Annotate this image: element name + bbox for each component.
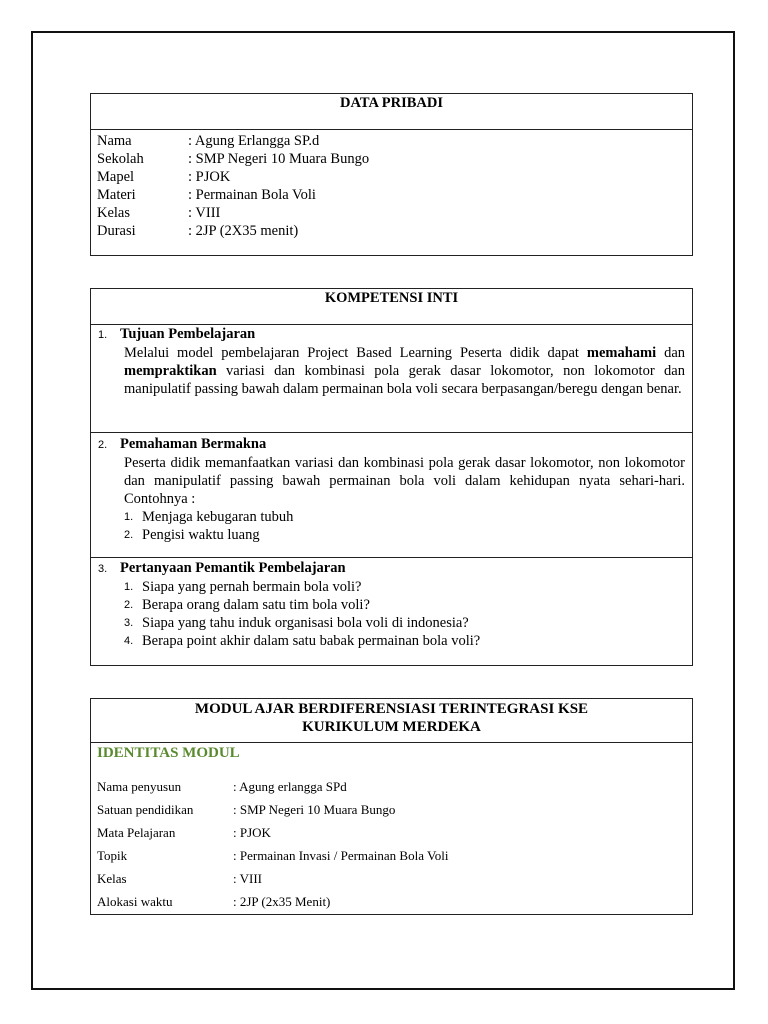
modul-title — [91, 699, 692, 743]
row-value: : PJOK — [233, 825, 271, 840]
body-text: dan — [656, 345, 686, 361]
section-body — [98, 344, 685, 398]
row-label: Mata Pelajaran — [97, 825, 176, 840]
row-label: Nama penyusun — [97, 779, 182, 794]
body-text: variasi dan kombinasi pola gerak dasar lokomotor, non lokomotor dan manipulatif passing bawah dalam permainan bola voli secara berpasangan/beregu dengan benar. — [124, 363, 685, 397]
row-value: : VIII — [188, 205, 221, 221]
body-bold: memahami — [586, 345, 657, 361]
list-item — [124, 578, 685, 596]
item-number: 2. — [124, 599, 134, 611]
data-pribadi-row — [97, 132, 686, 150]
row-label: Durasi — [97, 223, 136, 239]
row-label: Sekolah — [97, 151, 144, 167]
row-value: : Agung erlangga SPd — [233, 779, 347, 794]
identitas-modul-heading: IDENTITAS MODUL — [97, 745, 240, 761]
section-pemahaman — [91, 433, 692, 558]
identitas-list — [91, 763, 692, 913]
section-heading — [98, 325, 685, 344]
sub-list — [98, 578, 685, 650]
identitas-row — [97, 798, 686, 821]
row-value: : Permainan Invasi / Permainan Bola Voli — [233, 848, 449, 863]
section-number: 2. — [98, 439, 108, 451]
data-pribadi-row — [97, 186, 686, 204]
section-body: Peserta didik memanfaatkan variasi dan kombinasi pola gerak dasar lokomotor, non lokomotor dan manipulatif passing bawah permainan bola voli dalam kehidupan nyata sehari-hari. Contohnya : — [124, 455, 685, 507]
data-pribadi-row — [97, 222, 686, 240]
section-title: Pemahaman Bermakna — [120, 436, 267, 452]
row-label: Nama — [97, 133, 132, 149]
identitas-row — [97, 867, 686, 890]
section-number: 1. — [98, 329, 108, 341]
row-label: Satuan pendidikan — [97, 802, 194, 817]
identitas-row — [97, 890, 686, 913]
list-item — [124, 526, 685, 544]
identitas-row — [97, 844, 686, 867]
item-number: 1. — [124, 581, 134, 593]
item-text: Berapa point akhir dalam satu babak permainan bola voli? — [142, 633, 481, 649]
item-number: 3. — [124, 617, 134, 629]
row-label: Topik — [97, 848, 128, 863]
modul-ajar-box — [90, 698, 693, 915]
identitas-row — [97, 775, 686, 798]
section-number: 3. — [98, 563, 108, 575]
row-label: Mapel — [97, 169, 135, 185]
kompetensi-inti-box — [90, 288, 693, 666]
item-text: Pengisi waktu luang — [142, 527, 260, 543]
row-value: : Permainan Bola Voli — [188, 187, 316, 203]
item-number: 2. — [124, 529, 134, 541]
section-title: Pertanyaan Pemantik Pembelajaran — [120, 560, 346, 576]
list-item — [124, 508, 685, 526]
list-item — [124, 596, 685, 614]
kompetensi-inti-title: KOMPETENSI INTI — [91, 289, 692, 325]
item-text: Siapa yang tahu induk organisasi bola voli di indonesia? — [142, 615, 469, 631]
identitas-row — [97, 821, 686, 844]
row-label: Materi — [97, 187, 136, 203]
row-label: Kelas — [97, 205, 131, 221]
row-value: : Agung Erlangga SP.d — [188, 133, 320, 149]
section-title: Tujuan Pembelajaran — [120, 326, 256, 342]
item-number: 1. — [124, 511, 134, 523]
list-item — [124, 632, 685, 650]
row-value: : SMP Negeri 10 Muara Bungo — [233, 802, 396, 817]
data-pribadi-list — [91, 130, 692, 240]
data-pribadi-row — [97, 168, 686, 186]
row-value: : SMP Negeri 10 Muara Bungo — [188, 151, 370, 167]
body-text: Melalui model pembelajaran Project Based Learning Peserta didik dapat — [124, 345, 587, 361]
item-number: 4. — [124, 635, 134, 647]
data-pribadi-row — [97, 150, 686, 168]
section-pertanyaan — [91, 558, 692, 650]
data-pribadi-title: DATA PRIBADI — [91, 94, 692, 130]
item-text: Siapa yang pernah bermain bola voli? — [142, 579, 362, 595]
data-pribadi-row — [97, 204, 686, 222]
sub-list — [98, 508, 685, 544]
section-heading — [98, 559, 685, 578]
section-heading — [98, 435, 685, 454]
row-label: Kelas — [97, 871, 127, 886]
row-value: : VIII — [233, 871, 263, 886]
modul-title-line2: KURIKULUM MERDEKA — [302, 719, 481, 735]
list-item — [124, 614, 685, 632]
row-value: : 2JP (2x35 Menit) — [233, 894, 331, 909]
body-bold: mempraktikan — [124, 363, 217, 379]
section-tujuan — [91, 325, 692, 433]
item-text: Berapa orang dalam satu tim bola voli? — [142, 597, 370, 613]
row-label: Alokasi waktu — [97, 894, 173, 909]
modul-title-line1: MODUL AJAR BERDIFERENSIASI TERINTEGRASI KSE — [194, 701, 589, 717]
item-text: Menjaga kebugaran tubuh — [142, 509, 294, 525]
row-value: : 2JP (2X35 menit) — [188, 223, 299, 239]
row-value: : PJOK — [188, 169, 231, 185]
data-pribadi-box — [90, 93, 693, 256]
